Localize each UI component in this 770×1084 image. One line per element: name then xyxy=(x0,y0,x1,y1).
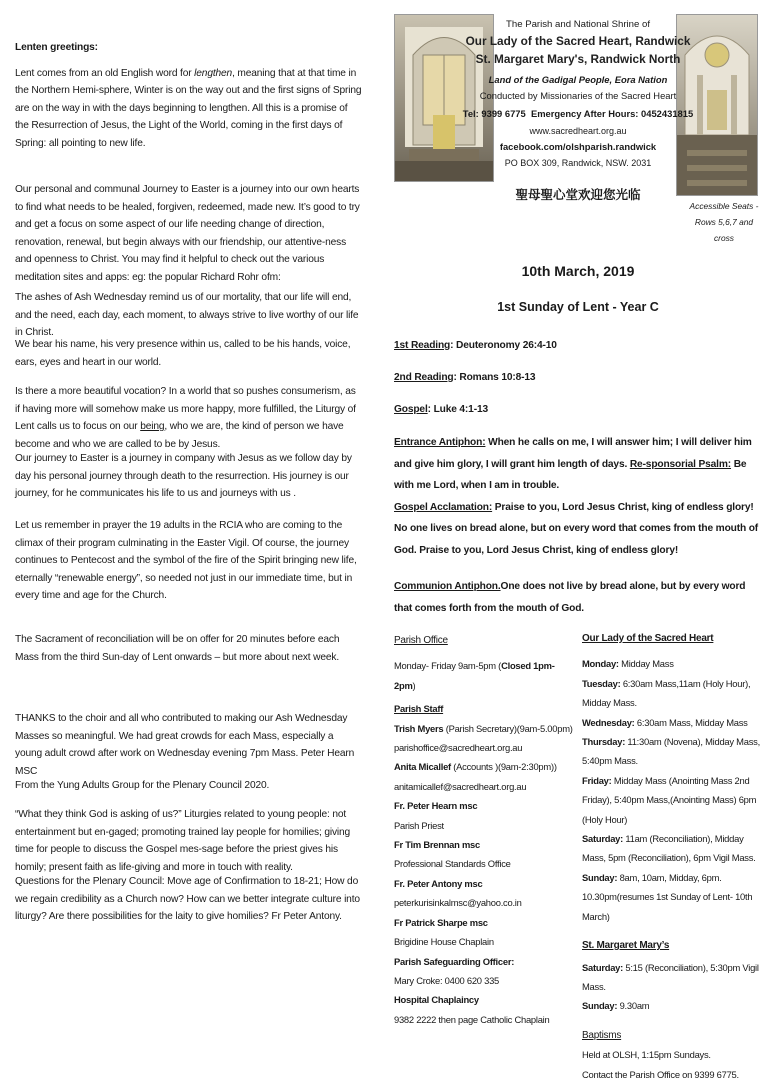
staff-hearn-role: Parish Priest xyxy=(394,819,444,831)
antiphons-block xyxy=(394,432,759,561)
liturgical-sunday: 1st Sunday of Lent - Year C xyxy=(497,300,659,314)
baptisms-title: Baptisms xyxy=(582,1029,622,1041)
baptisms-info-2: Contact the Parish Office on 9399 6775. xyxy=(582,1068,739,1080)
paragraph-rcia: Let us remember in prayer the 19 adults in the RCIA who are coming to the climax of their program culminating in the Easter Vigil. Of course, the journey continues to Pentecost and the symbol of the fire of the Spirit bringing new life, eternally “renewable energy”, so needed not just in our immediate time, but in every time and age for the Church. xyxy=(15,520,357,602)
header-parish-name: Our Lady of the Sacred Heart, Randwick xyxy=(465,34,691,48)
smm-saturday: Saturday: 5:15 (Reconciliation), 5:30pm Vigil Mass. xyxy=(582,961,759,992)
staff-trish: Trish Myers (Parish Secretary)(9am-5.00pm) xyxy=(394,722,573,734)
mass-thursday: Thursday: 11:30am (Novena), Midday Mass, 5:40pm Mass. xyxy=(582,736,760,767)
office-hours: Monday- Friday 9am-5pm (Closed 1pm-2pm) xyxy=(394,660,555,691)
header-website-link[interactable]: www.sacredheart.org.au xyxy=(529,126,627,136)
mass-tuesday: Tuesday: 6:30am Mass,11am (Holy Hour), Midday Mass. xyxy=(582,677,751,709)
safeguarding-contact: Mary Croke: 0400 620 335 xyxy=(394,974,500,986)
staff-anita-email[interactable]: anitamicallef@sacredheart.org.au xyxy=(394,780,527,792)
staff-sharpe-role: Brigidine House Chaplain xyxy=(394,936,494,948)
acclamation-label: Gospel Acclamation: xyxy=(394,501,493,513)
mass-saturday: Saturday: 11am (Reconciliation), Midday Mass, 5pm (Reconciliation), 6pm Vigil Mass. xyxy=(582,833,756,864)
header-po-box: PO BOX 309, Randwick, NSW. 2031 xyxy=(504,158,652,168)
paragraph-vocation: Is there a more beautiful vocation? In a world that so pushes consumerism, as if having more will somehow make us more happy, more fulfilled, the Liturgy of Lent calls us to focus on our being, who we are, the kind of person we have become and who we are called to be by Jesus. xyxy=(15,386,356,450)
mass-times-column xyxy=(582,629,760,1084)
header-phone: Tel: 9399 6775 Emergency After Hours: 0452431815 xyxy=(462,108,694,119)
paragraph-what-god-asks: “What they think God is asking of us?” Liturgies related to young people: not entertainment but en-gaged; promoting trained lay people for homilies; giving time for people to discuss the Gospel mes-sage before the priest gives his homily; present faith as life-giving and more in touch with reality. xyxy=(15,809,351,873)
paragraph-journey: Our personal and communal Journey to Easter is a journey into our own hearts to find what needs to be healed, forgiven, redeemed, made new. It’s good to try and get a focus on some aspect of our life needing change of direction, renovation, renewal, but begin always with our friendship, our attentive-ness and openness to Christ. You may find it helpful to check out the various meditation sites and apps: eg: the popular Richard Rohr ofm: xyxy=(15,184,360,283)
gospel-reading: Gospel: Luke 4:1-13 xyxy=(394,404,488,415)
paragraph-plenary-questions: Questions for the Plenary Council: Move age of Confirmation to 18-21; How do we regain credibility as a Church now? How can we better integrate culture into liturgy? Are there possibilities for the laity to give homilies? Fr Peter Antony. xyxy=(15,876,360,923)
left-column xyxy=(15,39,363,153)
entrance-antiphon-text: When he calls on me, I will answer him; I will deliver him and give him glory, I will grant him length of days. xyxy=(394,437,752,470)
second-reading: 2nd Reading: Romans 10:8-13 xyxy=(394,372,536,383)
mass-monday: Monday: Midday Mass xyxy=(582,658,674,670)
header-facebook-link[interactable]: facebook.com/olshparish.randwick xyxy=(499,141,657,152)
paragraph-ashes: The ashes of Ash Wednesday remind us of our mortality, that our life will end, and the need, each day, each moment, to always strive to live worthy of our life in Christ. xyxy=(15,292,359,339)
parish-staff-title: Parish Staff xyxy=(394,703,444,715)
first-reading: 1st Reading: Deuteronomy 26:4-10 xyxy=(394,340,557,351)
staff-brennan: Fr Tim Brennan msc xyxy=(394,839,480,851)
paragraph-lent-meaning: Lent comes from an old English word for lengthen, meaning that at that time in the Northern Hemi-sphere, Winter is on the way out and the first signs of Spring are on the way in with the days beginning to lengthen. All this is a promise of the Resurrection of Jesus, the Light of the World, coming in the first days of Spring: all pointing to new life. xyxy=(15,67,362,149)
header-st-margaret: St. Margaret Mary's, Randwick North xyxy=(475,52,681,66)
staff-antony-email[interactable]: peterkurisinkalmsc@yahoo.co.in xyxy=(394,897,522,909)
parish-office-column xyxy=(394,631,574,1029)
safeguarding-officer: Parish Safeguarding Officer: xyxy=(394,955,515,967)
smm-sunday: Sunday: 9.30am xyxy=(582,1000,650,1012)
paragraph-his-name: We bear his name, his very presence within us, called to be his hands, voice, ears, eyes and heart in our world. xyxy=(15,339,351,368)
staff-hearn: Fr. Peter Hearn msc xyxy=(394,800,478,812)
staff-antony: Fr. Peter Antony msc xyxy=(394,877,483,889)
entrance-antiphon-label: Entrance Antiphon: xyxy=(394,437,486,448)
responsorial-text: Be with me Lord, when I am in trouble. xyxy=(394,458,747,491)
hospital-contact: 9382 2222 then page Catholic Chaplain xyxy=(394,1013,550,1025)
bulletin-date: 10th March, 2019 xyxy=(521,263,635,279)
header-land: Land of the Gadigal People, Eora Nation xyxy=(488,74,668,85)
header-chinese-welcome: 聖母聖心堂欢迎您光临 xyxy=(515,187,641,202)
header-missionaries: Conducted by Missionaries of the Sacred Heart xyxy=(479,90,677,101)
baptisms-info-1: Held at OLSH, 1:15pm Sundays. xyxy=(582,1049,711,1061)
staff-trish-email[interactable]: parishoffice@sacredheart.org.au xyxy=(394,742,523,754)
staff-anita: Anita Micallef (Accounts )(9am-2:30pm)) xyxy=(394,761,557,773)
staff-sharpe: Fr Patrick Sharpe msc xyxy=(394,916,488,928)
responsorial-label: Re-sponsorial Psalm: xyxy=(629,458,732,470)
paragraph-young-adults: From the Yung Adults Group for the Plenary Council 2020. xyxy=(15,780,270,791)
paragraph-thanks: THANKS to the choir and all who contributed to making our Ash Wednesday Masses so meaningful. We had great crowds for each Mass, especially a young adult crowd after work on Wednesday evening 7pm Mass. Peter Hearn MSC xyxy=(15,713,355,777)
acclamation-text: Praise to you, Lord Jesus Christ, king of endless glory! No one lives on bread alone, but on every word that comes from the mouth of God. Praise to you, Lord Jesus Christ, king of endless glory! xyxy=(394,501,759,556)
paragraph-journey-easter: Our journey to Easter is a journey in company with Jesus as we follow day by day his personal journey through death to the resurrection. His journey is our journey, for he communicates his life to us and journeys with us . xyxy=(15,453,352,500)
staff-brennan-role: Professional Standards Office xyxy=(394,858,511,870)
mass-friday: Friday: Midday Mass (Anointing Mass 2nd Friday), 5:40pm Mass,(Anointing Mass) 6pm (Holy Hour) xyxy=(582,774,757,825)
mass-wednesday: Wednesday: 6:30am Mass, Midday Mass xyxy=(582,716,748,728)
mass-sunday: Sunday: 8am, 10am, Midday, 6pm. 10.30pm(resumes 1st Sunday of Lent- 10th March) xyxy=(582,871,753,922)
accessible-seats-note: Accessible Seats - Rows 5,6,7 and cross xyxy=(689,201,759,243)
lenten-greetings-title: Lenten greetings: xyxy=(15,42,98,53)
header-line-1: The Parish and National Shrine of xyxy=(506,19,650,30)
communion-antiphon: Communion Antiphon.One does not live by bread alone, but by every word that comes forth from the mouth of God. xyxy=(394,581,746,614)
smm-title: St. Margaret Mary’s xyxy=(582,940,670,952)
parish-office-title: Parish Office xyxy=(394,635,448,646)
paragraph-reconciliation: The Sacrament of reconciliation will be on offer for 20 minutes before each Mass from the third Sun-day of Lent onwards – but more about next week. xyxy=(15,634,340,663)
olsh-mass-title: Our Lady of the Sacred Heart xyxy=(582,633,714,644)
hospital-chaplaincy: Hospital Chaplaincy xyxy=(394,994,479,1006)
parish-header xyxy=(386,18,770,204)
